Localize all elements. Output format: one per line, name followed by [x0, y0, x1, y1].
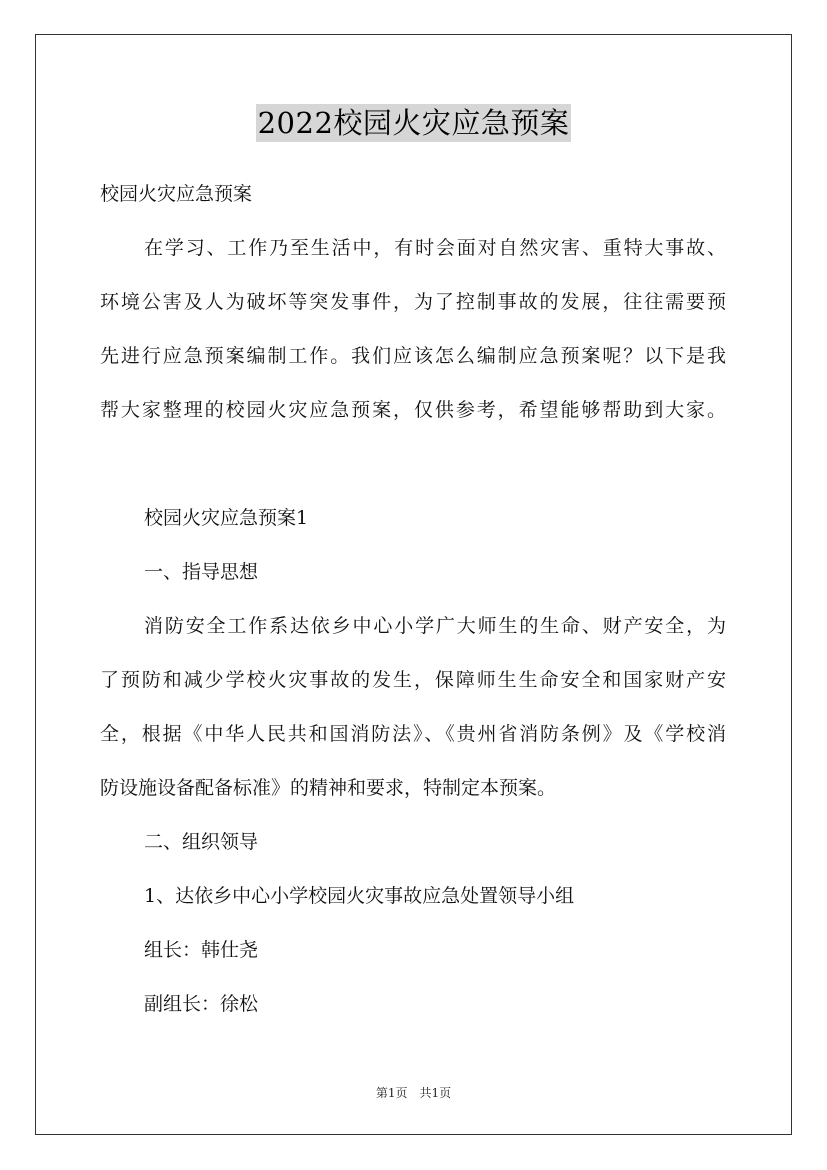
intro-line: 环境公害及人为破坏等突发事件，为了控制事故的发展，往往需要预 — [100, 291, 726, 313]
page-footer: 第1页 共1页 — [375, 1086, 452, 1100]
deputy-line: 副组长：徐松 — [144, 993, 259, 1015]
leader-line: 组长：韩仕尧 — [144, 939, 259, 961]
list-item: 1、达依乡中心小学校园火灾事故应急处置领导小组 — [144, 885, 575, 907]
document-subtitle: 校园火灾应急预案 — [100, 183, 253, 205]
section-title: 校园火灾应急预案1 — [144, 507, 309, 529]
body-line: 防设施设备配备标准》的精神和要求，特制定本预案。 — [100, 777, 557, 799]
body-line: 了预防和减少学校火灾事故的发生，保障师生生命安全和国家财产安 — [100, 669, 726, 691]
intro-line: 帮大家整理的校园火灾应急预案，仅供参考，希望能够帮助到大家。 — [100, 399, 726, 421]
heading-organization: 二、组织领导 — [144, 831, 259, 853]
intro-line: 在学习、工作乃至生活中，有时会面对自然灾害、重特大事故、 — [144, 237, 726, 259]
heading-guiding-principle: 一、指导思想 — [144, 561, 259, 583]
title-container — [0, 104, 827, 142]
body-line: 全，根据《中华人民共和国消防法》、《贵州省消防条例》及《学校消 — [100, 723, 726, 745]
body-line: 消防安全工作系达依乡中心小学广大师生的生命、财产安全，为 — [144, 615, 726, 637]
intro-line: 先进行应急预案编制工作。我们应该怎么编制应急预案呢？以下是我 — [100, 345, 726, 367]
document-title: 2022校园火灾应急预案 — [257, 106, 570, 140]
